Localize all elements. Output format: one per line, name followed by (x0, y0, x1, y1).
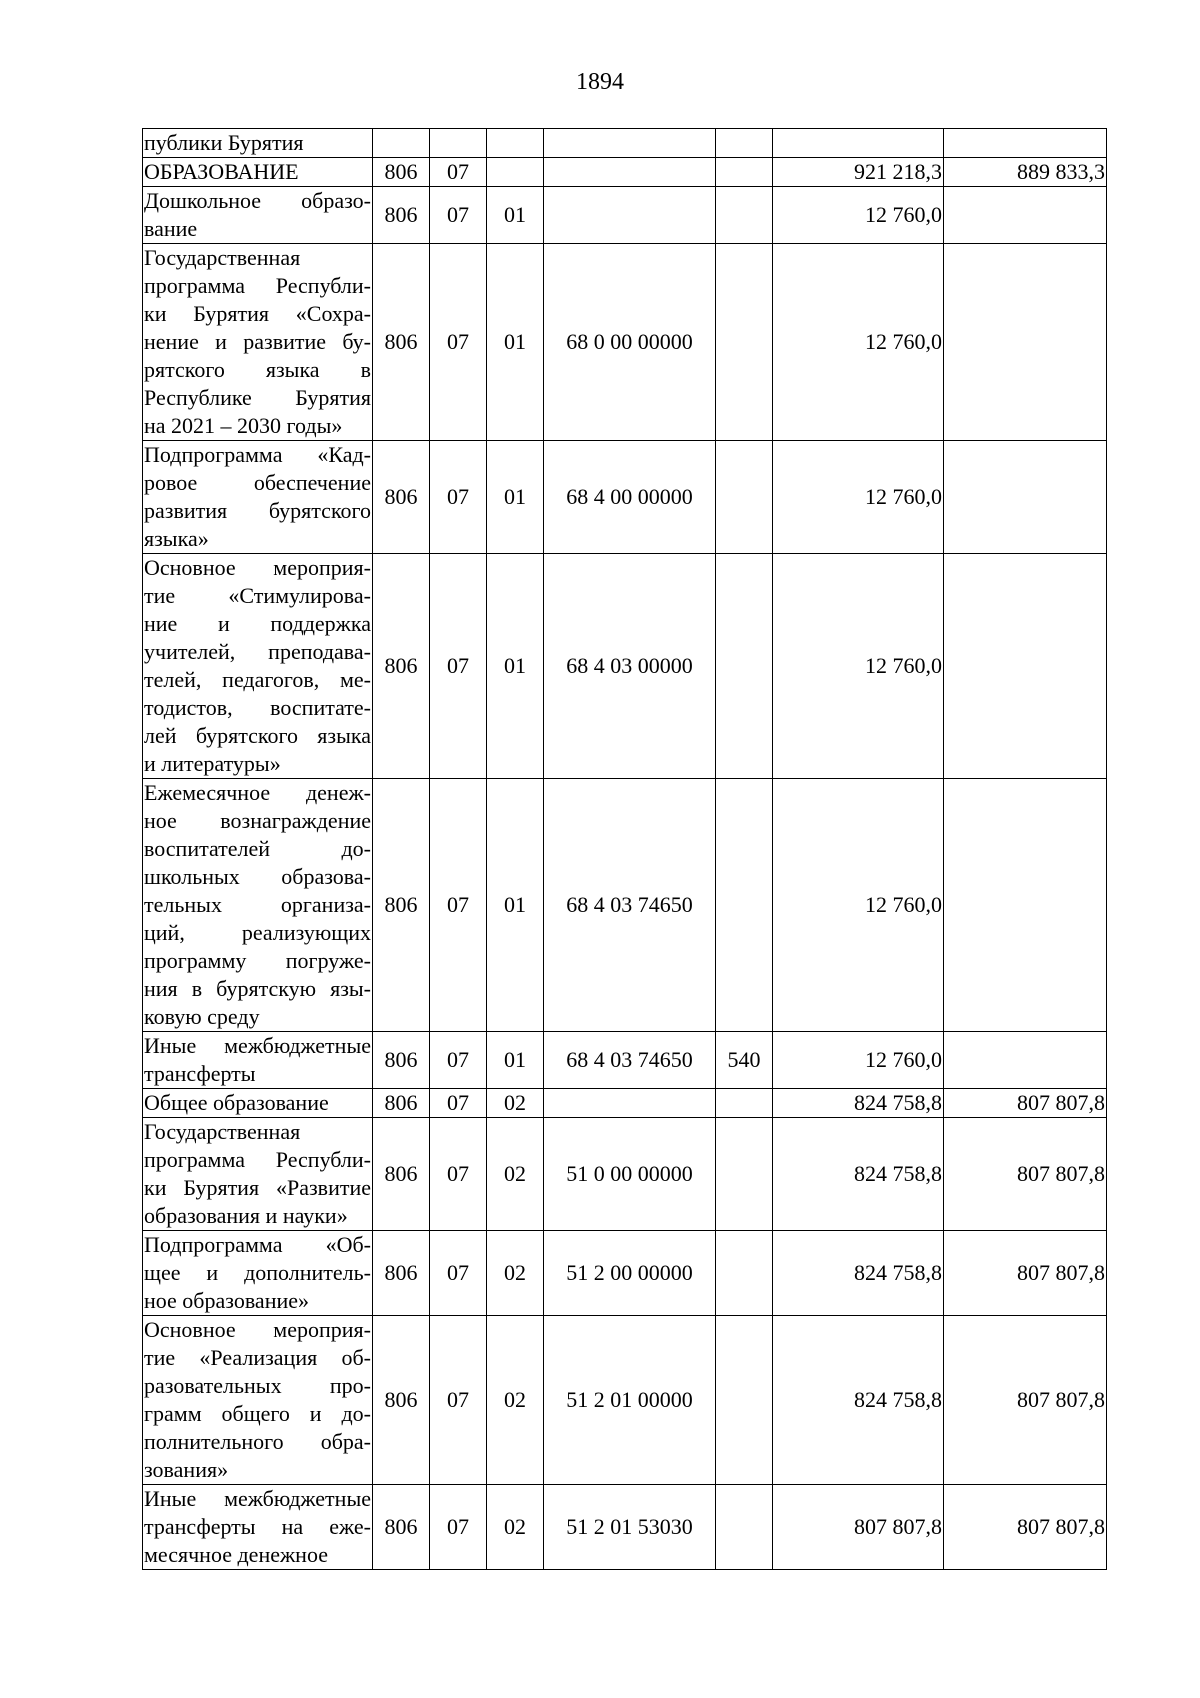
amount-year-2: 889 833,3 (944, 158, 1107, 187)
row-name-line: месячное денежное (144, 1542, 328, 1567)
target-article-code (544, 129, 716, 158)
row-name-line: трансферты на еже- (144, 1514, 371, 1539)
amount-year-2: 807 807,8 (944, 1231, 1107, 1316)
expense-type-code (716, 1089, 773, 1118)
row-name-line: школьных образова- (144, 864, 371, 889)
ministry-code: 806 (373, 1032, 430, 1089)
row-name-line: тельных организа- (144, 892, 371, 917)
ministry-code (373, 129, 430, 158)
section-code: 07 (430, 1316, 487, 1485)
row-name-line: публики Бурятия (144, 130, 304, 155)
amount-year-1: 824 758,8 (773, 1118, 944, 1231)
amount-year-1: 12 760,0 (773, 554, 944, 779)
subsection-code: 01 (487, 554, 544, 779)
row-name-line: тие «Реализация об- (144, 1345, 371, 1370)
section-code: 07 (430, 1118, 487, 1231)
amount-year-2 (944, 554, 1107, 779)
row-name-line: Республике Бурятия (144, 385, 371, 410)
expense-type-code (716, 1485, 773, 1570)
section-code: 07 (430, 1032, 487, 1089)
expense-type-code (716, 158, 773, 187)
subsection-code (487, 158, 544, 187)
ministry-code: 806 (373, 1485, 430, 1570)
section-code: 07 (430, 1231, 487, 1316)
target-article-code: 68 4 00 00000 (544, 441, 716, 554)
amount-year-2 (944, 441, 1107, 554)
row-name (143, 1118, 373, 1231)
target-article-code: 68 4 03 74650 (544, 779, 716, 1032)
row-name-line: Основное мероприя- (144, 1317, 371, 1342)
ministry-code: 806 (373, 779, 430, 1032)
amount-year-1: 12 760,0 (773, 779, 944, 1032)
row-name-line: на 2021 – 2030 годы» (144, 413, 343, 438)
row-name-line: вание (144, 216, 198, 241)
subsection-code: 02 (487, 1231, 544, 1316)
section-code: 07 (430, 187, 487, 244)
table-row (143, 129, 1107, 158)
target-article-code: 51 2 01 00000 (544, 1316, 716, 1485)
row-name (143, 1485, 373, 1570)
subsection-code: 02 (487, 1089, 544, 1118)
row-name-line: лей бурятского языка (144, 723, 371, 748)
row-name-line: тие «Стимулирова- (144, 583, 371, 608)
section-code: 07 (430, 1089, 487, 1118)
row-name (143, 779, 373, 1032)
table-row (143, 1485, 1107, 1570)
target-article-code (544, 187, 716, 244)
row-name-line: Основное мероприя- (144, 555, 371, 580)
section-code: 07 (430, 441, 487, 554)
target-article-code (544, 158, 716, 187)
amount-year-2: 807 807,8 (944, 1485, 1107, 1570)
row-name-line: и литературы» (144, 751, 281, 776)
expense-type-code (716, 1316, 773, 1485)
subsection-code: 01 (487, 187, 544, 244)
subsection-code: 01 (487, 441, 544, 554)
subsection-code: 02 (487, 1118, 544, 1231)
ministry-code: 806 (373, 1231, 430, 1316)
amount-year-2 (944, 244, 1107, 441)
row-name-line: ки Бурятия «Развитие (144, 1175, 371, 1200)
target-article-code (544, 1089, 716, 1118)
expense-type-code (716, 441, 773, 554)
subsection-code: 02 (487, 1316, 544, 1485)
subsection-code: 01 (487, 779, 544, 1032)
row-name-line: языка» (144, 526, 209, 551)
row-name-line: Общее образование (144, 1090, 329, 1115)
row-name-line: программа Республи- (144, 273, 371, 298)
budget-table (142, 128, 1107, 1570)
row-name-line: Иные межбюджетные (144, 1033, 371, 1058)
ministry-code: 806 (373, 1316, 430, 1485)
row-name (143, 1032, 373, 1089)
row-name-line: телей, педагогов, ме- (144, 667, 371, 692)
row-name-line: полнительного обра- (144, 1429, 371, 1454)
table-row (143, 1316, 1107, 1485)
section-code (430, 129, 487, 158)
row-name-line: нение и развитие бу- (144, 329, 371, 354)
row-name-line: программу погруже- (144, 948, 371, 973)
table-row (143, 554, 1107, 779)
table-row (143, 1032, 1107, 1089)
ministry-code: 806 (373, 441, 430, 554)
amount-year-1: 824 758,8 (773, 1316, 944, 1485)
row-name-line: трансферты (144, 1061, 256, 1086)
target-article-code: 68 0 00 00000 (544, 244, 716, 441)
row-name-line: ОБРАЗОВАНИЕ (144, 159, 299, 184)
amount-year-1: 12 760,0 (773, 244, 944, 441)
row-name-line: Государственная (144, 1119, 301, 1144)
row-name-line: учителей, преподава- (144, 639, 371, 664)
subsection-code: 02 (487, 1485, 544, 1570)
row-name-line: Подпрограмма «Об- (144, 1232, 371, 1257)
expense-type-code (716, 244, 773, 441)
subsection-code: 01 (487, 1032, 544, 1089)
table-row (143, 1231, 1107, 1316)
amount-year-1: 12 760,0 (773, 441, 944, 554)
table-row (143, 779, 1107, 1032)
amount-year-2 (944, 129, 1107, 158)
expense-type-code (716, 1118, 773, 1231)
row-name-line: ния в бурятскую язы- (144, 976, 371, 1001)
page-number: 1894 (576, 69, 624, 95)
table-row (143, 1089, 1107, 1118)
amount-year-1: 12 760,0 (773, 187, 944, 244)
row-name-line: Государственная (144, 245, 301, 270)
row-name (143, 1089, 373, 1118)
amount-year-1: 824 758,8 (773, 1089, 944, 1118)
expense-type-code (716, 779, 773, 1032)
row-name (143, 1231, 373, 1316)
amount-year-1: 12 760,0 (773, 1032, 944, 1089)
ministry-code: 806 (373, 187, 430, 244)
row-name-line: ние и поддержка (144, 611, 371, 636)
row-name-line: щее и дополнитель- (144, 1260, 371, 1285)
row-name-line: грамм общего и до- (144, 1401, 371, 1426)
ministry-code: 806 (373, 244, 430, 441)
row-name-line: образования и науки» (144, 1203, 348, 1228)
amount-year-1: 824 758,8 (773, 1231, 944, 1316)
row-name-line: тодистов, воспитате- (144, 695, 371, 720)
table-row (143, 441, 1107, 554)
table-row (143, 244, 1107, 441)
expense-type-code (716, 1231, 773, 1316)
table-row (143, 1118, 1107, 1231)
target-article-code: 68 4 03 00000 (544, 554, 716, 779)
row-name-line: рятского языка в (144, 357, 371, 382)
table-body (143, 129, 1107, 1570)
section-code: 07 (430, 779, 487, 1032)
target-article-code: 51 0 00 00000 (544, 1118, 716, 1231)
expense-type-code (716, 187, 773, 244)
row-name-line: зования» (144, 1457, 229, 1482)
amount-year-1: 921 218,3 (773, 158, 944, 187)
target-article-code: 51 2 01 53030 (544, 1485, 716, 1570)
row-name-line: Дошкольное образо- (144, 188, 371, 213)
row-name-line: Подпрограмма «Кад- (144, 442, 371, 467)
row-name-line: Ежемесячное денеж- (144, 780, 371, 805)
ministry-code: 806 (373, 1089, 430, 1118)
amount-year-2: 807 807,8 (944, 1316, 1107, 1485)
row-name-line: ций, реализующих (144, 920, 371, 945)
target-article-code: 51 2 00 00000 (544, 1231, 716, 1316)
amount-year-1 (773, 129, 944, 158)
row-name-line: программа Республи- (144, 1147, 371, 1172)
row-name-line: ное вознаграждение (144, 808, 371, 833)
row-name (143, 441, 373, 554)
row-name-line: развития бурятского (144, 498, 371, 523)
row-name-line: разовательных про- (144, 1373, 371, 1398)
amount-year-1: 807 807,8 (773, 1485, 944, 1570)
section-code: 07 (430, 1485, 487, 1570)
row-name-line: воспитателей до- (144, 836, 371, 861)
amount-year-2 (944, 1032, 1107, 1089)
amount-year-2: 807 807,8 (944, 1118, 1107, 1231)
row-name (143, 158, 373, 187)
section-code: 07 (430, 554, 487, 779)
row-name-line: ки Бурятия «Сохра- (144, 301, 371, 326)
row-name-line: ковую среду (144, 1004, 260, 1029)
row-name (143, 554, 373, 779)
section-code: 07 (430, 244, 487, 441)
section-code: 07 (430, 158, 487, 187)
expense-type-code (716, 554, 773, 779)
row-name (143, 244, 373, 441)
row-name (143, 187, 373, 244)
row-name (143, 1316, 373, 1485)
amount-year-2 (944, 779, 1107, 1032)
expense-type-code (716, 129, 773, 158)
target-article-code: 68 4 03 74650 (544, 1032, 716, 1089)
subsection-code: 01 (487, 244, 544, 441)
table-row (143, 187, 1107, 244)
row-name-line: ное образование» (144, 1288, 309, 1313)
amount-year-2 (944, 187, 1107, 244)
row-name (143, 129, 373, 158)
amount-year-2: 807 807,8 (944, 1089, 1107, 1118)
subsection-code (487, 129, 544, 158)
row-name-line: Иные межбюджетные (144, 1486, 371, 1511)
row-name-line: ровое обеспечение (144, 470, 371, 495)
ministry-code: 806 (373, 158, 430, 187)
table-row (143, 158, 1107, 187)
ministry-code: 806 (373, 1118, 430, 1231)
ministry-code: 806 (373, 554, 430, 779)
expense-type-code: 540 (716, 1032, 773, 1089)
